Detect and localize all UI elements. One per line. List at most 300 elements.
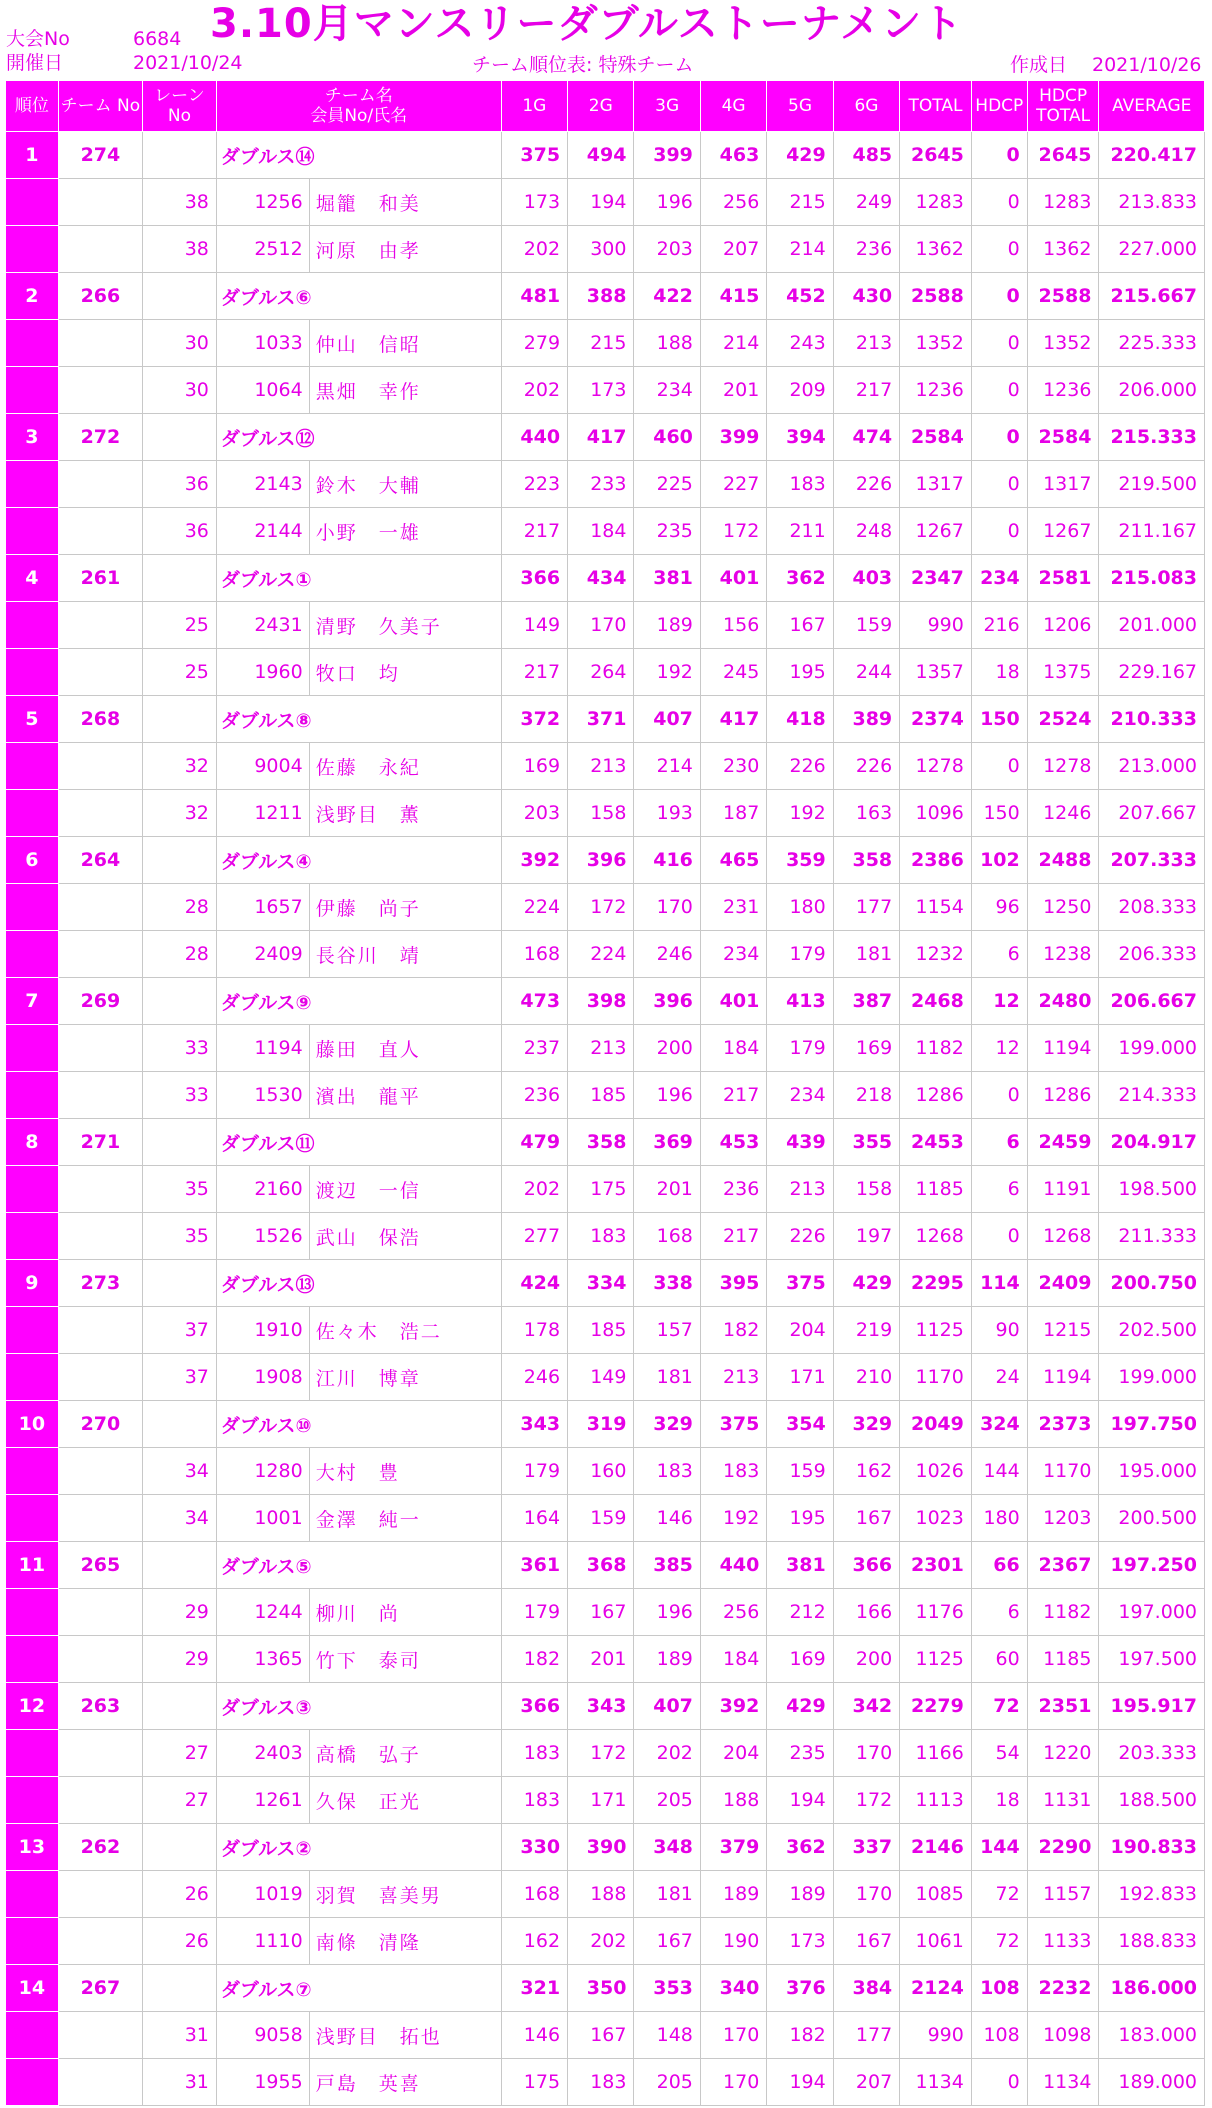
hdcp-cell: 114 [971,1260,1027,1307]
member-no-cell: 9004 [216,743,309,790]
average-cell: 206.667 [1099,978,1205,1025]
lane-cell: 28 [143,931,217,978]
member-row [6,1354,1205,1401]
rank-cell: 3 [6,414,59,461]
game-score-cell: 171 [568,1777,634,1824]
hdcp-cell: 324 [971,1401,1027,1448]
rank-cell-empty [6,1589,59,1636]
team-row [6,1965,1205,2012]
member-name-cell: 小野 一雄 [309,508,501,555]
hdcp-total-cell: 1170 [1027,1448,1099,1495]
rank-cell: 4 [6,555,59,602]
team-row [6,696,1205,743]
team-row [6,273,1205,320]
game-score-cell: 300 [568,226,634,273]
team-no-cell: 270 [58,1401,142,1448]
game-score-cell: 372 [501,696,567,743]
lane-cell [143,1119,217,1166]
hdcp-cell: 6 [971,1589,1027,1636]
game-score-cell: 319 [568,1401,634,1448]
hdcp-cell: 0 [971,2059,1027,2106]
game-score-cell: 366 [501,1683,567,1730]
member-no-cell: 1657 [216,884,309,931]
hdcp-total-cell: 1250 [1027,884,1099,931]
team-no-cell-empty [58,931,142,978]
total-cell: 2453 [900,1119,972,1166]
hdcp-total-cell: 2584 [1027,414,1099,461]
rank-cell-empty [6,2012,59,2059]
rank-cell-empty [6,179,59,226]
member-row [6,743,1205,790]
rank-cell-empty [6,1354,59,1401]
team-no-cell-empty [58,1777,142,1824]
average-cell: 197.750 [1099,1401,1205,1448]
col-5g: 5G [767,81,833,132]
game-score-cell: 398 [568,978,634,1025]
member-row [6,884,1205,931]
member-row [6,1072,1205,1119]
game-score-cell: 396 [568,837,634,884]
hdcp-total-cell: 1206 [1027,602,1099,649]
rank-cell-empty [6,2059,59,2106]
team-no-cell: 265 [58,1542,142,1589]
game-score-cell: 189 [634,602,700,649]
hdcp-cell: 0 [971,414,1027,461]
hdcp-total-cell: 2232 [1027,1965,1099,2012]
rank-cell-empty [6,508,59,555]
game-score-cell: 358 [833,837,899,884]
hdcp-total-cell: 1375 [1027,649,1099,696]
rank-cell-empty [6,1448,59,1495]
hdcp-cell: 0 [971,461,1027,508]
member-name-cell: 金澤 純一 [309,1495,501,1542]
hdcp-total-cell: 2373 [1027,1401,1099,1448]
game-score-cell: 403 [833,555,899,602]
game-score-cell: 170 [634,884,700,931]
hdcp-cell: 24 [971,1354,1027,1401]
game-score-cell: 429 [767,132,833,179]
member-no-cell: 2143 [216,461,309,508]
game-score-cell: 188 [700,1777,766,1824]
lane-cell [143,132,217,179]
game-score-cell: 172 [833,1777,899,1824]
team-no-cell-empty [58,1589,142,1636]
game-score-cell: 279 [501,320,567,367]
game-score-cell: 200 [634,1025,700,1072]
rank-cell-empty [6,1918,59,1965]
game-score-cell: 481 [501,273,567,320]
col-hdcp: HDCP [971,81,1027,132]
lane-cell [143,1542,217,1589]
game-score-cell: 183 [568,2059,634,2106]
game-score-cell: 209 [767,367,833,414]
game-score-cell: 149 [568,1354,634,1401]
total-cell: 1096 [900,790,972,837]
game-score-cell: 217 [700,1072,766,1119]
total-cell: 1154 [900,884,972,931]
lane-cell: 36 [143,508,217,555]
member-row [6,1213,1205,1260]
average-cell: 207.333 [1099,837,1205,884]
member-name-cell: 南條 清隆 [309,1918,501,1965]
game-score-cell: 401 [700,555,766,602]
total-cell: 1125 [900,1307,972,1354]
game-score-cell: 169 [833,1025,899,1072]
game-score-cell: 237 [501,1025,567,1072]
game-score-cell: 381 [767,1542,833,1589]
game-score-cell: 173 [568,367,634,414]
rank-cell: 13 [6,1824,59,1871]
member-name-cell: 濱出 龍平 [309,1072,501,1119]
col-average: AVERAGE [1099,81,1205,132]
game-score-cell: 160 [568,1448,634,1495]
game-score-cell: 385 [634,1542,700,1589]
game-score-cell: 440 [700,1542,766,1589]
lane-cell: 27 [143,1777,217,1824]
game-score-cell: 338 [634,1260,700,1307]
col-team-name-label: チーム名 [324,86,393,106]
lane-cell: 30 [143,367,217,414]
average-cell: 210.333 [1099,696,1205,743]
member-row [6,1307,1205,1354]
team-name-cell: ダブルス⑦ [216,1965,501,2012]
game-score-cell: 424 [501,1260,567,1307]
game-score-cell: 371 [568,696,634,743]
tournament-no-label: 大会No [6,28,70,50]
game-score-cell: 202 [568,1918,634,1965]
game-score-cell: 233 [568,461,634,508]
average-cell: 197.250 [1099,1542,1205,1589]
game-score-cell: 452 [767,273,833,320]
average-cell: 195.917 [1099,1683,1205,1730]
game-score-cell: 177 [833,2012,899,2059]
average-cell: 215.083 [1099,555,1205,602]
game-score-cell: 218 [833,1072,899,1119]
member-row [6,1589,1205,1636]
hdcp-total-cell: 1268 [1027,1213,1099,1260]
team-no-cell: 271 [58,1119,142,1166]
average-cell: 199.000 [1099,1354,1205,1401]
lane-cell [143,555,217,602]
hdcp-cell: 0 [971,1213,1027,1260]
hdcp-cell: 12 [971,978,1027,1025]
hdcp-cell: 6 [971,1166,1027,1213]
member-name-cell: 江川 博章 [309,1354,501,1401]
game-score-cell: 399 [634,132,700,179]
game-score-cell: 329 [833,1401,899,1448]
member-name-cell: 堀籠 和美 [309,179,501,226]
game-score-cell: 217 [833,367,899,414]
member-name-cell: 浅野目 拓也 [309,2012,501,2059]
game-score-cell: 465 [700,837,766,884]
member-name-cell: 佐々木 浩二 [309,1307,501,1354]
rank-cell-empty [6,1871,59,1918]
total-cell: 1236 [900,367,972,414]
lane-cell [143,837,217,884]
game-score-cell: 179 [767,931,833,978]
member-name-cell: 浅野目 薫 [309,790,501,837]
game-score-cell: 227 [700,461,766,508]
game-score-cell: 395 [700,1260,766,1307]
team-no-cell-empty [58,1213,142,1260]
lane-cell: 25 [143,602,217,649]
total-cell: 2124 [900,1965,972,2012]
team-name-cell: ダブルス⑤ [216,1542,501,1589]
game-score-cell: 217 [700,1213,766,1260]
col-member-label: 会員No/氏名 [310,106,408,126]
total-cell: 1176 [900,1589,972,1636]
team-no-cell: 273 [58,1260,142,1307]
game-score-cell: 159 [568,1495,634,1542]
game-score-cell: 189 [767,1871,833,1918]
team-name-cell: ダブルス⑨ [216,978,501,1025]
team-no-cell-empty [58,1307,142,1354]
game-score-cell: 214 [634,743,700,790]
game-score-cell: 170 [833,1730,899,1777]
game-score-cell: 375 [501,132,567,179]
game-score-cell: 236 [833,226,899,273]
total-cell: 1317 [900,461,972,508]
game-score-cell: 212 [767,1589,833,1636]
col-hdcp-total [1027,81,1099,132]
hdcp-cell: 108 [971,2012,1027,2059]
game-score-cell: 172 [700,508,766,555]
game-score-cell: 217 [501,508,567,555]
game-score-cell: 407 [634,696,700,743]
game-score-cell: 196 [634,1589,700,1636]
member-no-cell: 1244 [216,1589,309,1636]
game-score-cell: 157 [634,1307,700,1354]
rank-cell: 10 [6,1401,59,1448]
lane-cell [143,414,217,461]
hdcp-cell: 0 [971,132,1027,179]
game-score-cell: 159 [767,1448,833,1495]
col-4g: 4G [700,81,766,132]
team-row [6,555,1205,602]
game-score-cell: 213 [833,320,899,367]
game-score-cell: 148 [634,2012,700,2059]
member-no-cell: 1033 [216,320,309,367]
member-no-cell: 2144 [216,508,309,555]
game-score-cell: 170 [833,1871,899,1918]
rank-cell-empty [6,1072,59,1119]
average-cell: 188.833 [1099,1918,1205,1965]
member-no-cell: 1955 [216,2059,309,2106]
game-score-cell: 362 [767,555,833,602]
game-score-cell: 187 [700,790,766,837]
member-name-cell: 佐藤 永紀 [309,743,501,790]
hdcp-cell: 18 [971,1777,1027,1824]
hdcp-total-cell: 1191 [1027,1166,1099,1213]
game-score-cell: 340 [700,1965,766,2012]
hdcp-total-cell: 1352 [1027,320,1099,367]
report-header [0,0,1212,76]
team-no-cell-empty [58,1636,142,1683]
average-cell: 206.000 [1099,367,1205,414]
game-score-cell: 177 [833,884,899,931]
game-score-cell: 197 [833,1213,899,1260]
hdcp-total-cell: 1278 [1027,743,1099,790]
average-cell: 211.333 [1099,1213,1205,1260]
game-score-cell: 396 [634,978,700,1025]
game-score-cell: 392 [700,1683,766,1730]
game-score-cell: 394 [767,414,833,461]
game-score-cell: 178 [501,1307,567,1354]
hdcp-cell: 72 [971,1683,1027,1730]
rank-cell-empty [6,461,59,508]
game-score-cell: 217 [501,649,567,696]
member-row [6,1448,1205,1495]
game-score-cell: 175 [501,2059,567,2106]
game-score-cell: 181 [634,1354,700,1401]
game-score-cell: 399 [700,414,766,461]
hdcp-total-cell: 1185 [1027,1636,1099,1683]
game-score-cell: 211 [767,508,833,555]
team-no-cell: 268 [58,696,142,743]
game-score-cell: 159 [833,602,899,649]
total-cell: 2386 [900,837,972,884]
hdcp-cell: 54 [971,1730,1027,1777]
team-no-cell: 267 [58,1965,142,2012]
game-score-cell: 389 [833,696,899,743]
page-title: 3.10月マンスリーダブルストーナメント [210,1,964,47]
hdcp-total-cell: 1215 [1027,1307,1099,1354]
game-score-cell: 429 [833,1260,899,1307]
member-row [6,179,1205,226]
game-score-cell: 350 [568,1965,634,2012]
game-score-cell: 185 [568,1307,634,1354]
average-cell: 195.000 [1099,1448,1205,1495]
rank-cell-empty [6,790,59,837]
member-no-cell: 2160 [216,1166,309,1213]
lane-cell: 34 [143,1448,217,1495]
hdcp-total-cell: 1131 [1027,1777,1099,1824]
member-no-cell: 1280 [216,1448,309,1495]
average-cell: 208.333 [1099,884,1205,931]
game-score-cell: 388 [568,273,634,320]
game-score-cell: 366 [833,1542,899,1589]
game-score-cell: 343 [568,1683,634,1730]
team-no-cell: 266 [58,273,142,320]
team-no-cell-empty [58,649,142,696]
total-cell: 2146 [900,1824,972,1871]
hdcp-total-cell: 2488 [1027,837,1099,884]
col-team-name [216,81,501,132]
game-score-cell: 205 [634,2059,700,2106]
member-name-cell: 仲山 信昭 [309,320,501,367]
total-cell: 1283 [900,179,972,226]
member-name-cell: 大村 豊 [309,1448,501,1495]
game-score-cell: 440 [501,414,567,461]
game-score-cell: 246 [634,931,700,978]
member-no-cell: 2512 [216,226,309,273]
total-cell: 2374 [900,696,972,743]
average-cell: 215.667 [1099,273,1205,320]
col-3g: 3G [634,81,700,132]
created-date: 2021/10/26 [1092,54,1202,76]
average-cell: 188.500 [1099,1777,1205,1824]
member-name-cell: 戸島 英喜 [309,2059,501,2106]
team-name-cell: ダブルス⑩ [216,1401,501,1448]
total-cell: 1278 [900,743,972,790]
game-score-cell: 453 [700,1119,766,1166]
game-score-cell: 167 [833,1918,899,1965]
team-no-cell-empty [58,1072,142,1119]
game-score-cell: 224 [501,884,567,931]
game-score-cell: 224 [568,931,634,978]
game-score-cell: 226 [833,743,899,790]
game-score-cell: 203 [634,226,700,273]
lane-cell [143,1824,217,1871]
game-score-cell: 210 [833,1354,899,1401]
hdcp-total-cell: 1267 [1027,508,1099,555]
game-score-cell: 184 [700,1025,766,1072]
game-score-cell: 362 [767,1824,833,1871]
average-cell: 197.000 [1099,1589,1205,1636]
rank-cell: 1 [6,132,59,179]
team-no-cell-empty [58,1918,142,1965]
lane-cell: 29 [143,1636,217,1683]
total-cell: 1023 [900,1495,972,1542]
total-cell: 1357 [900,649,972,696]
game-score-cell: 361 [501,1542,567,1589]
game-score-cell: 192 [634,649,700,696]
member-name-cell: 牧口 均 [309,649,501,696]
member-row [6,931,1205,978]
total-cell: 1113 [900,1777,972,1824]
total-cell: 2588 [900,273,972,320]
hdcp-total-cell: 1134 [1027,2059,1099,2106]
game-score-cell: 173 [501,179,567,226]
hdcp-cell: 90 [971,1307,1027,1354]
game-score-cell: 170 [700,2012,766,2059]
total-cell: 2584 [900,414,972,461]
hdcp-cell: 234 [971,555,1027,602]
average-cell: 211.167 [1099,508,1205,555]
total-cell: 1085 [900,1871,972,1918]
average-cell: 227.000 [1099,226,1205,273]
member-name-cell: 竹下 泰司 [309,1636,501,1683]
hdcp-cell: 0 [971,179,1027,226]
game-score-cell: 166 [833,1589,899,1636]
member-row [6,649,1205,696]
hdcp-cell: 216 [971,602,1027,649]
member-no-cell: 1019 [216,1871,309,1918]
member-name-cell: 高橋 弘子 [309,1730,501,1777]
game-score-cell: 171 [767,1354,833,1401]
game-score-cell: 246 [501,1354,567,1401]
member-name-cell: 武山 保浩 [309,1213,501,1260]
game-score-cell: 348 [634,1824,700,1871]
game-score-cell: 359 [767,837,833,884]
game-score-cell: 494 [568,132,634,179]
average-cell: 198.500 [1099,1166,1205,1213]
game-score-cell: 223 [501,461,567,508]
lane-cell: 35 [143,1213,217,1260]
hdcp-total-cell: 2367 [1027,1542,1099,1589]
member-no-cell: 1211 [216,790,309,837]
team-name-cell: ダブルス⑪ [216,1119,501,1166]
game-score-cell: 164 [501,1495,567,1542]
game-score-cell: 390 [568,1824,634,1871]
average-cell: 202.500 [1099,1307,1205,1354]
rank-cell-empty [6,931,59,978]
hdcp-cell: 144 [971,1824,1027,1871]
lane-cell: 38 [143,226,217,273]
game-score-cell: 201 [568,1636,634,1683]
total-cell: 990 [900,602,972,649]
lane-cell: 25 [143,649,217,696]
